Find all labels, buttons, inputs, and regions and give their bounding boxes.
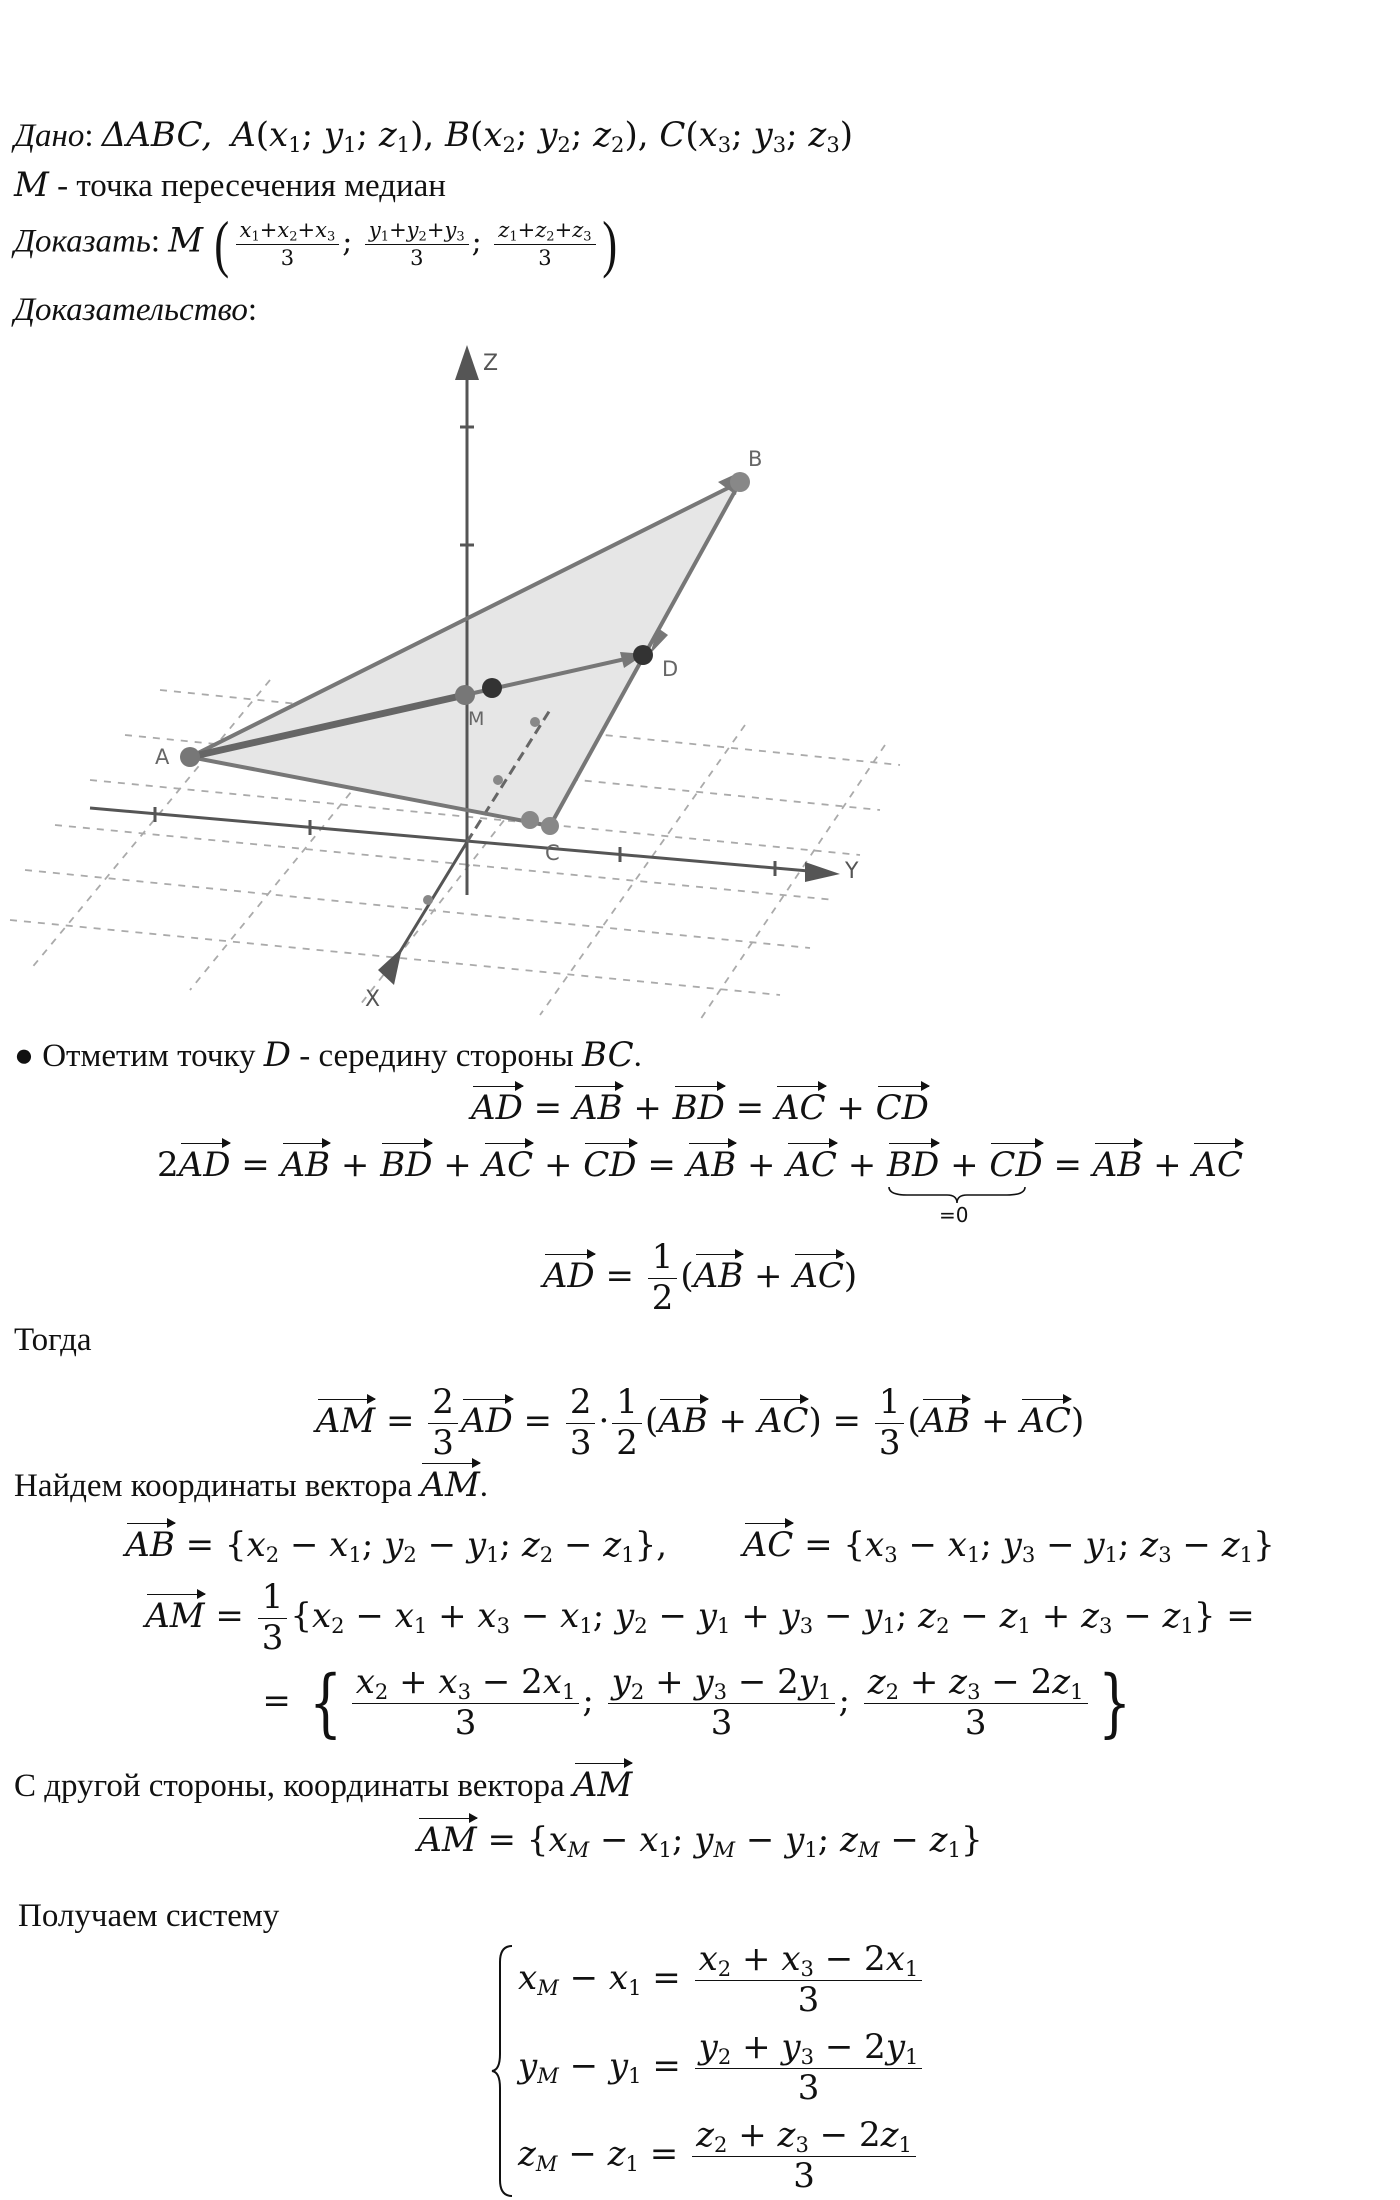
underbrace-bd-cd: BD + CD =0 (887, 1145, 1043, 1227)
point-a (180, 747, 200, 767)
other-side-vec: AM (572, 1765, 633, 1805)
system-row-z: $z_M - z_1$ = $\frac{z_2 + z_3 - 2z_1}{3}$ (518, 2118, 919, 2194)
m-definition-text: - точка пересечения медиан (48, 168, 446, 204)
find-line (14, 1465, 488, 1505)
m-definition-line (14, 165, 446, 205)
eq-am-m-coords: AM = {$x_M - x_1$; $y_M - y_1$; $z_M - z_1$} (417, 1820, 983, 1862)
prove-var: M (168, 220, 204, 261)
zero-label: =0 (939, 1203, 969, 1227)
z-axis-arrowhead (455, 345, 479, 380)
eq-ad-half: AD = $\frac{1}{2}$ (AB + AC) (542, 1237, 858, 1318)
bullet: ● (14, 1038, 34, 1074)
label-c: C (545, 841, 560, 865)
m-var: M (14, 165, 49, 205)
given-triangle: ΔABC, (101, 115, 213, 155)
step1-line (14, 1035, 642, 1075)
step1-dot: . (633, 1038, 642, 1074)
then-text: Тогда (14, 1322, 92, 1358)
prove-colon: : (150, 223, 161, 260)
point-c (521, 811, 539, 829)
label-b: B (748, 447, 763, 471)
left-paren: ( (214, 208, 230, 279)
given-line (14, 115, 853, 155)
eq-ab-ac-coords: AB = {$x_2 - x_1$; $y_2 - y_1$; $z_2 - z_1$}, AC = {$x_3 - x_1$; $y_3 - y_1$; $z_3 - z_1$} (125, 1525, 1275, 1567)
eq-am-coords: AM = $\frac{1}{3}$ {$x_2 - x_1 + x_3 - x_1$; $y_2 - y_1 + y_3 - y_1$; $z_2 - z_1 + z_3 - z_1$} = (145, 1577, 1255, 1658)
step1-var-d: D (263, 1035, 291, 1075)
eq-am-fractions: = { $\frac{x_2 + x_3 - 2x_1}{3}$ ; $\frac{y_2 + y_3 - 2y_1}{3}$ ; $\frac{z_2 + z_3 - 2z_1}{3}$ } (262, 1660, 1131, 1747)
prove-label: Доказать (14, 223, 151, 260)
z-axis-label: Z (483, 351, 499, 376)
find-dot: . (479, 1468, 489, 1504)
proof-label: Доказательство (14, 292, 248, 328)
z-mean-fraction: $\frac{z_1+z_2+z_3}{3}$ (494, 219, 595, 268)
given-points: $A(x_1$; $y_1$; $z_1$), $B(x_2$; $y_2$; $z_2$), $C(x_3$; $y_3$; $z_3$) (231, 115, 853, 157)
system-brace (490, 1942, 514, 2200)
step1-text2: - середину стороны (291, 1038, 582, 1074)
given-colon: : (84, 118, 94, 154)
point-m (482, 678, 502, 698)
system-text: Получаем систему (18, 1898, 280, 1934)
label-d: D (662, 657, 679, 681)
label-a: A (155, 745, 170, 769)
eq-ad-sum: AD = AB + BD = AC + CD (471, 1088, 929, 1128)
other-side-line (14, 1765, 632, 1805)
point-m-arrow (455, 685, 475, 705)
step1-text1: Отметим точку (42, 1038, 264, 1074)
other-side-text: С другой стороны, координаты вектора (14, 1768, 573, 1804)
label-m: M (468, 708, 485, 730)
given-label: Дано (14, 118, 85, 154)
y-axis-label: Y (845, 859, 859, 884)
point-d (633, 645, 653, 665)
find-text: Найдем координаты вектора (14, 1468, 421, 1504)
x-axis-arrowhead (378, 948, 402, 985)
right-paren: ) (601, 208, 617, 279)
x-mean-fraction: $\frac{x_1+x_2+x_3}{3}$ (236, 219, 340, 268)
find-vec: AM (420, 1465, 480, 1505)
prove-line: Доказать: M ( $\frac{x_1+x_2+x_3}{3}$ ; $\frac{y_1+y_2+y_3}{3}$ ; $\frac{z_1+z_2+z_3}{3}$ ) (14, 208, 617, 279)
y-mean-fraction: $\frac{y_1+y_2+y_3}{3}$ (365, 219, 469, 268)
eq-2ad: 2AD = AB + BD + AC + CD = AB + AC + BD + CD =0 = AB + AC (157, 1145, 1243, 1227)
y-axis-arrowhead (805, 862, 840, 882)
equation-system (490, 1939, 950, 2200)
point-b (730, 472, 750, 492)
x-axis-label: X (365, 987, 381, 1012)
proof-colon: : (247, 292, 258, 328)
system-row-x: $x_M - x_1$ = $\frac{x_2 + x_3 - 2x_1}{3}$ (518, 1942, 925, 2018)
eq-am: AM = $\frac{2}{3}$ AD = $\frac{2}{3}$ · $\frac{1}{2}$ (AB + AC) = $\frac{1}{3}$ (AB + AC) (315, 1382, 1085, 1463)
step1-side: BC (581, 1035, 634, 1075)
triangle-3d-figure (0, 330, 1000, 1020)
system-row-y: $y_M - y_1$ = $\frac{y_2 + y_3 - 2y_1}{3}$ (518, 2030, 925, 2106)
proof-line (14, 292, 257, 329)
